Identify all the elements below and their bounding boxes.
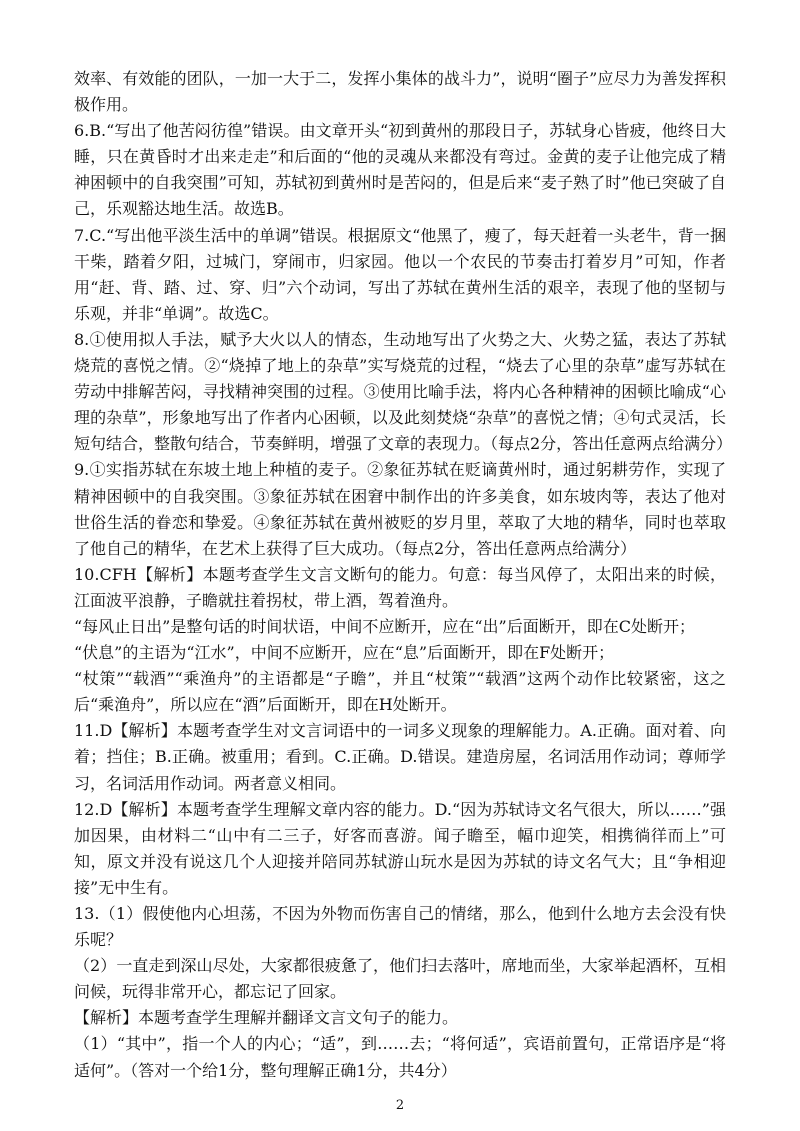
answer-content xyxy=(74,66,733,1084)
answer-6: 6.B.“写出了他苦闷彷徨”错误。由文章开头“初到黄州的那段日子，苏轼身心皆疲，他终日大睡，只在黄昏时才出来走走”和后面的“他的灵魂从来都没有弯过。金黄的麦子让他完成了精神困顿中的自我突围”可知，苏轼初到黄州时是苦闷的，但是后来“麦子熟了时”他已突破了自己，乐观豁达地生活。故选B。 xyxy=(74,121,726,219)
answer-9: 9.①实指苏轼在东坡土地上种植的麦子。②象征苏轼在贬谪黄州时，通过躬耕劳作，实现了精神困顿中的自我突围。③象征苏轼在困窘中制作出的许多美食，如东坡肉等，表达了他对世俗生活的眷恋和挚爱。④象征苏轼在黄州被贬的岁月里，萃取了大地的精华，同时也萃取了他自己的精华，在艺术上获得了巨大成功。（每点2分，答出任意两点给满分） xyxy=(74,460,726,558)
answer-7: 7.C.“写出他平淡生活中的单调”错误。根据原文“他黑了，瘦了，每天赶着一头老牛，背一捆干柴，踏着夕阳，过城门，穿闹市，归家园。他以一个农民的节奏击打着岁月”可知，作者用“赶、背、踏、过、穿、归”六个动词，写出了苏轼在黄州生活的艰辛，表现了他的坚韧与乐观，并非“单调”。故选C。 xyxy=(74,225,726,323)
answer-10: 10.CFH【解析】本题考查学生文言文断句的能力。句意：每当风停了，太阳出来的时候，江面波平浪静，子瞻就拄着拐杖，带上酒，驾着渔舟。 xyxy=(74,564,726,610)
answer-13-explanation: （1）“其中”，指一个人的内心；“适”，到……去；“将何适”，宾语前置句，正常语序是“将适何”。（答对一个给1分，整句理解正确1分，共4分） xyxy=(74,1034,726,1080)
answer-12: 12.D【解析】本题考查学生理解文章内容的能力。D.“因为苏轼诗文名气很大，所以……”强加因果，由材料二“山中有二三子，好客而喜游。闻子瞻至，幅巾迎笑，相携徜徉而上”可知，原文并没有说这几个人迎接并陪同苏轼游山玩水是因为苏轼的诗文名气大；且“争相迎接”无中生有。 xyxy=(74,799,726,897)
answer-10-point-h: “杖策”“载酒”“乘渔舟”的主语都是“子瞻”，并且“杖策”“载酒”这两个动作比较紧密，这之后“乘渔舟”，所以应在“酒”后面断开，即在H处断开。 xyxy=(74,669,726,715)
answer-13-part-1: 13.（1）假使他内心坦荡，不因为外物而伤害自己的情绪，那么，他到什么地方去会没有快乐呢？ xyxy=(74,904,726,950)
answer-11: 11.D【解析】本题考查学生对文言词语中的一词多义现象的理解能力。A.正确。面对着、向着；挡住；B.正确。被重用；看到。C.正确。D.错误。建造房屋，名词活用作动词；尊师学习，名词活用作动词。两者意义相同。 xyxy=(74,721,726,793)
answer-13-part-2: （2）一直走到深山尽处，大家都很疲惫了，他们扫去落叶，席地而坐，大家举起酒杯，互相问候，玩得非常开心，都忘记了回家。 xyxy=(74,956,726,1002)
page-number: 2 xyxy=(395,1098,405,1113)
answer-13-analysis: 【解析】本题考查学生理解并翻译文言文句子的能力。 xyxy=(74,1008,459,1028)
answer-10-point-f: “伏息”的主语为“江水”，中间不应断开，应在“息”后面断开，即在F处断开； xyxy=(74,643,615,663)
paragraph: 效率、有效能的团队，一加一大于二，发挥小集体的战斗力”，说明“圈子”应尽力为善发挥积极作用。 xyxy=(74,69,726,115)
answer-10-point-c: “每风止日出”是整句话的时间状语，中间不应断开，应在“出”后面断开，即在C处断开； xyxy=(74,616,695,636)
answer-8: 8.①使用拟人手法，赋予大火以人的情态，生动地写出了火势之大、火势之猛，表达了苏轼烧荒的喜悦之情。②“烧掉了地上的杂草”实写烧荒的过程，“烧去了心里的杂草”虚写苏轼在劳动中排解苦闷，寻找精神突围的过程。③使用比喻手法，将内心各种精神的困顿比喻成“心理的杂草”，形象地写出了作者内心困顿，以及此刻焚烧“杂草”的喜悦之情；④句式灵活，长短句结合，整散句结合，节奏鲜明，增强了文章的表现力。（每点2分，答出任意两点给满分） xyxy=(74,329,733,454)
